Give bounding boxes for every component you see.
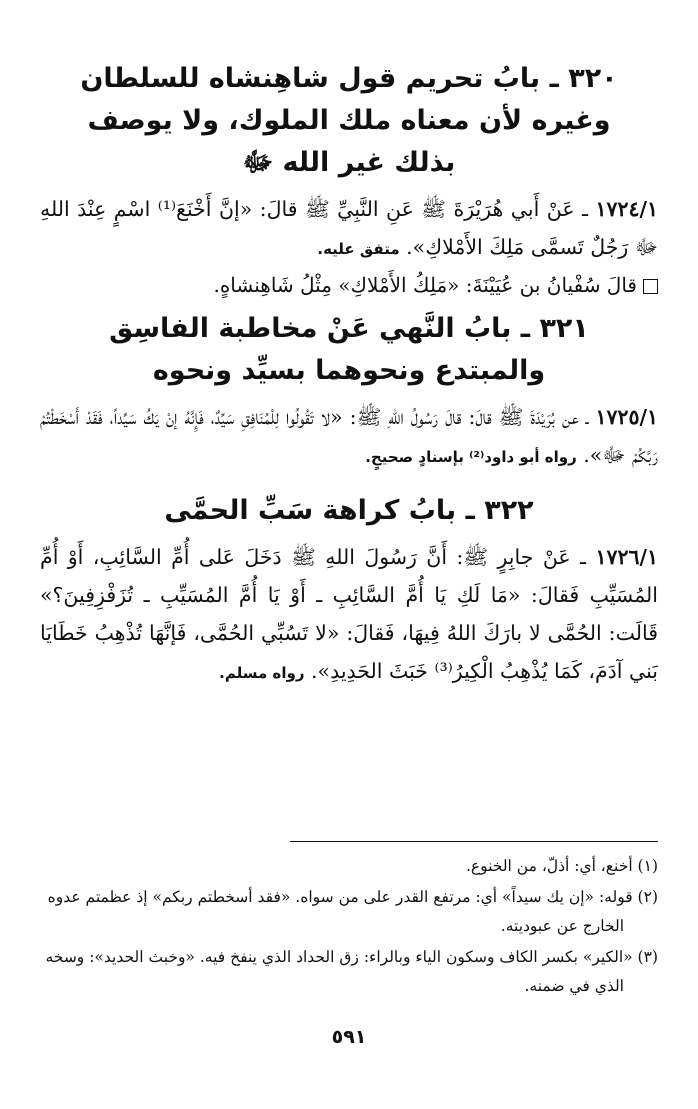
hadith-paragraph — [40, 538, 658, 692]
chapter-322 — [40, 490, 658, 692]
hadith-grading: رواه مسلم. — [219, 664, 305, 682]
chapter-title-line: وغيره لأن معناه ملك الملوك، ولا يوصف — [87, 105, 611, 136]
hadith-text: ـ عَنْ جابِرٍ ﷺ: أَنَّ رَسُولَ اللهِ ﷺ دَخَلَ عَلى أُمِّ السَّائِبِ، أَوْ أُمِّ المُسَيِّبِ فَقالَ: «مَا لَكِ يَا أُمَّ السَّائِبِ ـ أَوْ يَا أُمَّ المُسَيِّبِ ـ تُزَفْزِفِينَ؟» قَالَت: الحُمَّى لا بارَكَ اللهُ فِيهَا، فَقالَ: «لا تَسُبِّي الحُمَّى، فَإنَّهَا تُذْهِبُ خَطَايَا بَني آدَمَ، كَمَا يُذْهِبُ الْكِيرُ⁽³⁾ خَبَثَ الحَدِيدِ». — [40, 545, 658, 683]
chapter-title — [40, 308, 658, 392]
page-number: ٥٩١ — [331, 1026, 367, 1048]
chapter-title-line: ٣٢٢ ـ بابُ كراهة سَبِّ الحمَّى — [164, 495, 534, 526]
hadith-grading: رواه أبو داود⁽²⁾ بإسنادٍ صحيحٍ. — [365, 448, 577, 466]
chapter-title — [40, 490, 658, 532]
chapter-title — [40, 58, 658, 184]
footnote: (١) أخنع، أي: أذلّ، من الخنوع. — [465, 857, 658, 875]
hadith-paragraph — [40, 398, 658, 476]
scholar-note — [40, 268, 658, 302]
chapter-321 — [40, 308, 658, 476]
chapter-320 — [40, 58, 658, 302]
footnotes — [40, 852, 658, 1003]
footnote-separator — [290, 841, 658, 842]
footnote: (٢) قوله: «إن يك سيداً» أي: مرتفع القدر على من سواه. «فقد أسخطتم ربكم» إذ عظمتم عدوه الخارج عن عبوديته. — [47, 888, 658, 935]
scholar-note-text: قالَ سُفْيانُ بن عُيَيْنَةَ: «مَلِكُ الأَمْلاكِ» مِثْلُ شَاهِنشاهٍ. — [213, 273, 637, 297]
hadith-number: ١٧٢٤/١ — [595, 197, 659, 221]
hadith-text: ـ عن بُرَيْدَةَ ﷺ قالَ: قالَ رَسُولُ اللهِ ﷺ: «لا تَقُولُوا لِلْمُنَافِقِ سَيِّدٌ، فَإِنَّهُ إنْ يَكُ سَيِّداً، فَقَدْ أَسْخَطْتُمْ رَبَّكُمْ ﷻ». — [40, 405, 658, 467]
chapter-title-line: ٣٢١ ـ بابُ النَّهي عَنْ مخاطبة الفاسِق — [109, 313, 589, 344]
hadith-text: ـ عَنْ أَبي هُرَيْرَةَ ﷺ عَنِ النَّبِيِّ ﷺ قالَ: «إنَّ أَخْنَعَ⁽¹⁾ اسْمٍ عِنْدَ اللهِ ﷻ رَجُلٌ تَسمَّى مَلِكَ الأَمْلاكِ». — [40, 197, 658, 259]
hadith-paragraph — [40, 190, 658, 268]
chapter-title-line: والمبتدع ونحوهما بسيِّد ونحوه — [152, 355, 546, 386]
footnote: (٣) «الكير» بكسر الكاف وسكون الياء وبالراء: زق الحداد الذي ينفخ فيه. «وخبث الحديد»: وسخه الذي في ضمنه. — [45, 948, 658, 995]
book-page-body — [40, 52, 658, 692]
chapter-title-line: بذلك غير الله ﷻ — [242, 147, 456, 178]
hadith-grading: متفق عليه. — [317, 240, 400, 258]
hadith-number: ١٧٢٦/١ — [595, 545, 658, 569]
chapter-title-line: ٣٢٠ ـ بابُ تحريم قول شاهِنشاه للسلطان — [80, 63, 618, 94]
square-bullet-icon — [643, 279, 658, 294]
hadith-number: ١٧٢٥/١ — [595, 405, 658, 429]
